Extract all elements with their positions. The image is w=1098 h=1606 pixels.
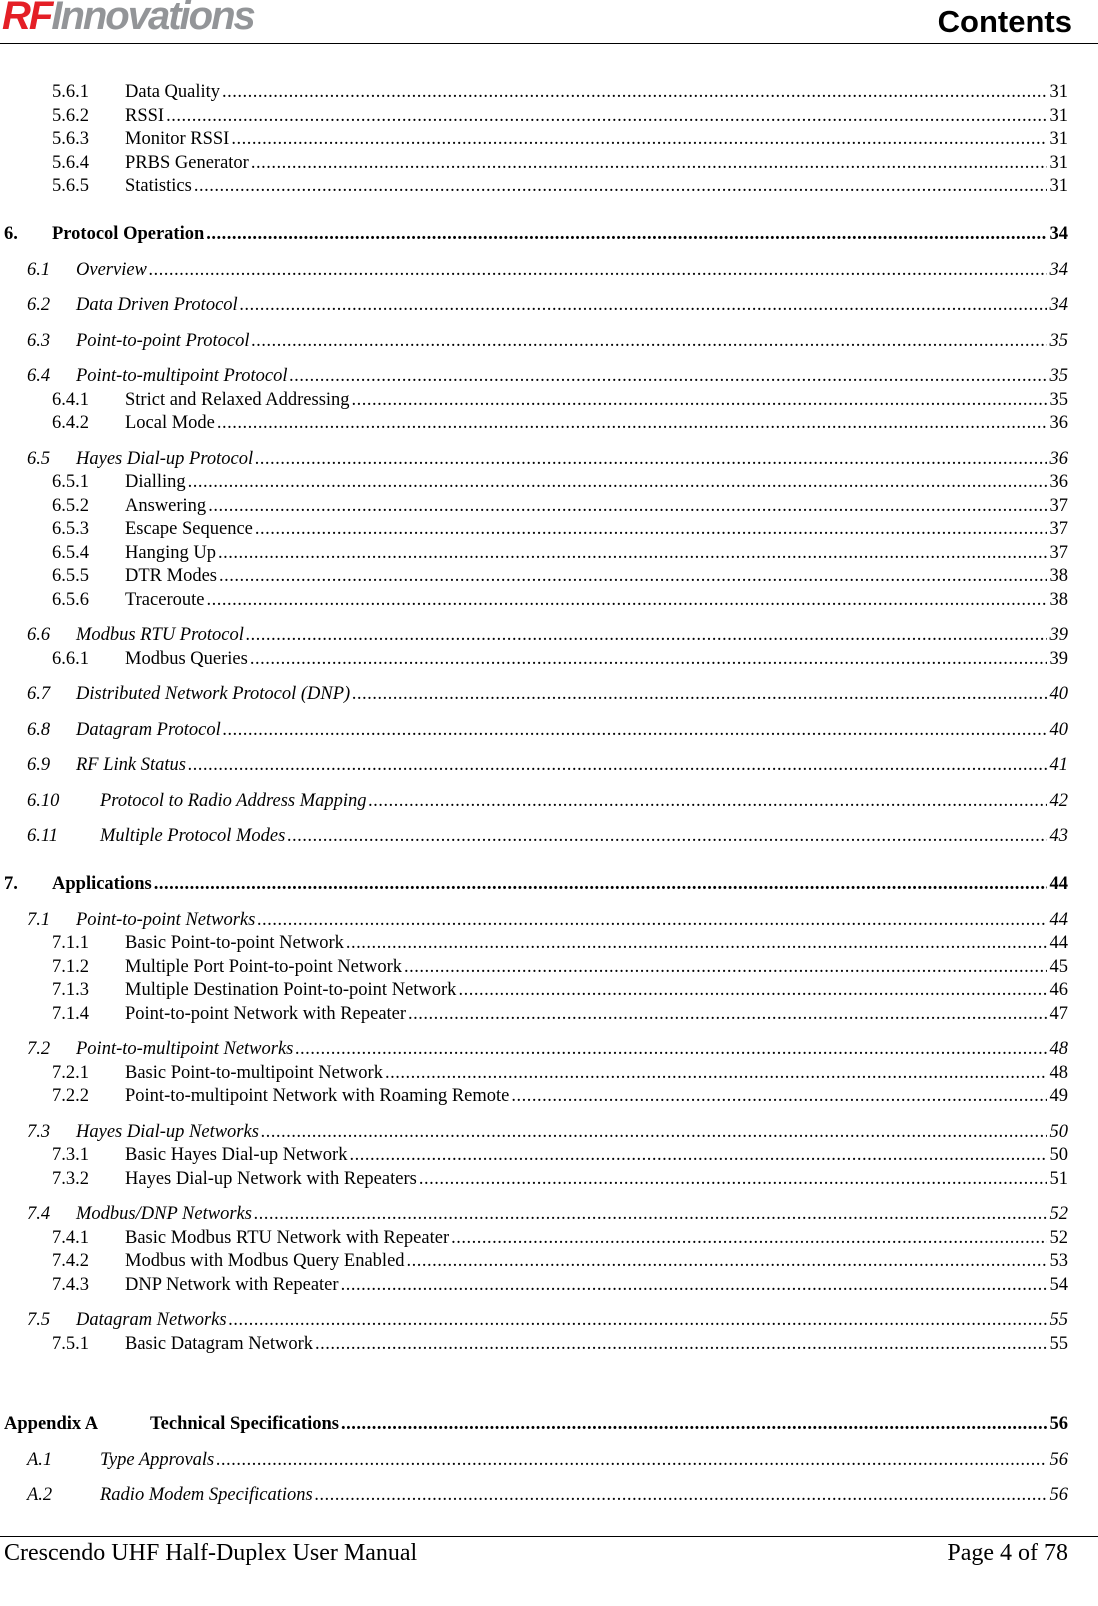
toc-entry-page: 54 xyxy=(1049,1274,1068,1295)
toc-entry-number: 7.4.3 xyxy=(52,1274,89,1295)
toc-entry-title: Hayes Dial-up Network with Repeaters xyxy=(125,1168,417,1189)
toc-dot-leader xyxy=(223,719,1047,743)
toc-entry[interactable] xyxy=(0,1449,1068,1473)
toc-entry-page: 55 xyxy=(1049,1310,1068,1330)
page-header-title: Contents xyxy=(937,4,1072,39)
toc-entry-number: 7.1.1 xyxy=(52,933,89,953)
toc-entry-title: Hanging Up xyxy=(125,542,216,563)
toc-entry[interactable] xyxy=(0,1085,1068,1109)
logo-red-text: RF xyxy=(2,0,52,38)
toc-entry-page: 50 xyxy=(1049,1121,1068,1142)
toc-entry-number: 6.5.1 xyxy=(52,472,89,492)
toc-entry-page: 35 xyxy=(1049,366,1068,386)
toc-dot-leader xyxy=(255,518,1047,542)
toc-dot-leader xyxy=(257,909,1046,933)
toc-dot-leader xyxy=(404,956,1047,980)
toc-dot-leader xyxy=(451,1227,1046,1251)
toc-entry-title: Basic Datagram Network xyxy=(125,1333,314,1354)
toc-entry-title: Distributed Network Protocol (DNP) xyxy=(76,684,351,704)
toc-entry[interactable] xyxy=(0,589,1068,613)
toc-entry-page: 31 xyxy=(1049,152,1068,173)
toc-entry-number: 6.1 xyxy=(27,259,51,280)
toc-entry-title: Point-to-point Protocol xyxy=(76,330,250,351)
toc-dot-leader xyxy=(166,105,1046,129)
toc-dot-leader xyxy=(408,1003,1046,1027)
toc-entry-number: 5.6.3 xyxy=(52,129,89,149)
toc-entry-page: 34 xyxy=(1049,259,1068,280)
toc-entry-page: 49 xyxy=(1049,1086,1068,1106)
toc-entry-title: Dialling xyxy=(125,472,186,492)
toc-entry[interactable] xyxy=(0,1038,1068,1062)
toc-entry-title: Point-to-multipoint Network with Roaming Remote xyxy=(125,1086,510,1106)
toc-entry-page: 39 xyxy=(1049,648,1068,669)
toc-dot-leader xyxy=(352,683,1046,707)
toc-entry[interactable] xyxy=(0,330,1068,354)
toc-entry-number: 5.6.5 xyxy=(52,176,89,196)
toc-entry[interactable] xyxy=(0,294,1068,318)
toc-entry-number: 6.10 xyxy=(27,790,60,811)
toc-entry[interactable] xyxy=(0,175,1068,199)
toc-dot-leader xyxy=(250,648,1047,672)
toc-entry-number: 6.5.3 xyxy=(52,519,89,539)
toc-entry-number: 7.5 xyxy=(27,1310,51,1330)
footer-page-number: Page 4 of 78 xyxy=(947,1540,1068,1566)
toc-entry-page: 31 xyxy=(1049,105,1068,126)
toc-entry-page: 37 xyxy=(1049,542,1068,563)
toc-entry-number: 7.4.1 xyxy=(52,1227,89,1248)
toc-entry[interactable] xyxy=(0,1333,1068,1357)
toc-entry-page: 31 xyxy=(1049,82,1068,102)
toc-entry-number: 7.1 xyxy=(27,909,51,930)
toc-entry-title: Hayes Dial-up Networks xyxy=(76,1121,259,1142)
toc-entry-title: Basic Hayes Dial-up Network xyxy=(125,1145,348,1165)
toc-entry-title: Modbus with Modbus Query Enabled xyxy=(125,1251,405,1271)
toc-dot-leader xyxy=(216,1449,1046,1473)
header-divider xyxy=(0,43,1098,44)
toc-entry[interactable] xyxy=(0,1413,1068,1437)
toc-entry-page: 36 xyxy=(1049,413,1068,433)
toc-entry-title: Applications xyxy=(52,874,152,894)
toc-dot-leader xyxy=(385,1062,1047,1086)
toc-entry-title: DTR Modes xyxy=(125,566,217,586)
toc-entry-title: Multiple Port Point-to-point Network xyxy=(125,956,402,977)
toc-entry-number: 7.3 xyxy=(27,1121,51,1142)
toc-entry-title: Escape Sequence xyxy=(125,519,253,539)
toc-dot-leader xyxy=(251,152,1047,176)
toc-entry[interactable] xyxy=(0,873,1068,897)
toc-entry-title: Point-to-multipoint Networks xyxy=(76,1039,294,1059)
toc-dot-leader xyxy=(218,542,1047,566)
toc-entry[interactable] xyxy=(0,932,1068,956)
toc-entry-title: Datagram Protocol xyxy=(76,719,221,740)
toc-entry-page: 40 xyxy=(1049,684,1068,704)
rf-innovations-logo xyxy=(2,0,254,39)
toc-entry-title: Answering xyxy=(125,495,207,516)
toc-entry-title: Radio Modem Specifications xyxy=(100,1485,313,1505)
toc-dot-leader xyxy=(419,1168,1047,1192)
toc-entry[interactable] xyxy=(0,754,1068,778)
toc-entry[interactable] xyxy=(0,1309,1068,1333)
toc-entry-title: Point-to-point Network with Repeater xyxy=(125,1003,407,1024)
toc-entry-number: 6.8 xyxy=(27,719,51,740)
toc-entry-page: 46 xyxy=(1049,980,1068,1000)
toc-entry-title: Modbus Queries xyxy=(125,648,248,669)
toc-entry-title: Datagram Networks xyxy=(76,1310,227,1330)
toc-entry-number: 6.4.2 xyxy=(52,413,89,433)
toc-entry-number: 7.5.1 xyxy=(52,1333,89,1354)
toc-entry-number: 6.5.5 xyxy=(52,566,89,586)
toc-entry-page: 56 xyxy=(1049,1485,1068,1505)
logo-gray-text: Innovations xyxy=(51,0,254,38)
toc-entry[interactable] xyxy=(0,412,1068,436)
toc-dot-leader xyxy=(407,1250,1047,1274)
toc-entry-number: 6.5.4 xyxy=(52,542,89,563)
toc-dot-leader xyxy=(188,754,1047,778)
toc-entry-number: 6.6.1 xyxy=(52,648,89,669)
toc-entry[interactable] xyxy=(0,825,1068,849)
table-of-contents xyxy=(0,81,1068,1508)
toc-dot-leader xyxy=(315,1484,1047,1508)
toc-entry-page: 34 xyxy=(1049,295,1068,315)
toc-entry-number: 7.4 xyxy=(27,1204,51,1224)
toc-entry[interactable] xyxy=(0,471,1068,495)
toc-entry[interactable] xyxy=(0,1062,1068,1086)
toc-entry-number: 6.4 xyxy=(27,366,51,386)
toc-entry[interactable] xyxy=(0,979,1068,1003)
toc-entry-title: Protocol to Radio Address Mapping xyxy=(100,790,367,811)
toc-entry-number: 7.4.2 xyxy=(52,1251,89,1271)
toc-dot-leader xyxy=(341,1274,1047,1298)
toc-entry-page: 31 xyxy=(1049,176,1068,196)
toc-entry-page: 48 xyxy=(1049,1062,1068,1083)
toc-entry-page: 44 xyxy=(1049,874,1068,894)
toc-entry[interactable] xyxy=(0,1144,1068,1168)
toc-entry[interactable] xyxy=(0,1203,1068,1227)
toc-dot-leader xyxy=(511,1085,1046,1109)
toc-entry-page: 34 xyxy=(1049,224,1068,244)
toc-dot-leader xyxy=(369,790,1047,814)
toc-dot-leader xyxy=(255,448,1046,472)
toc-dot-leader xyxy=(458,979,1046,1003)
toc-dot-leader xyxy=(287,825,1046,849)
toc-entry-number: 6.6 xyxy=(27,625,51,645)
toc-entry-number: 6.4.1 xyxy=(52,389,89,410)
toc-dot-leader xyxy=(188,471,1047,495)
toc-entry-number: A.2 xyxy=(27,1485,53,1505)
toc-entry-title: Traceroute xyxy=(125,589,205,610)
toc-entry[interactable] xyxy=(0,259,1068,283)
toc-entry-number: 7.1.2 xyxy=(52,956,89,977)
toc-entry-page: 37 xyxy=(1049,519,1068,539)
toc-dot-leader xyxy=(295,1038,1046,1062)
toc-entry[interactable] xyxy=(0,624,1068,648)
toc-entry-page: 52 xyxy=(1049,1227,1068,1248)
toc-entry-page: 56 xyxy=(1049,1414,1068,1434)
toc-entry-page: 40 xyxy=(1049,719,1068,740)
toc-entry[interactable] xyxy=(0,1003,1068,1027)
toc-dot-leader xyxy=(194,175,1047,199)
toc-entry-number: 6.7 xyxy=(27,684,51,704)
toc-dot-leader xyxy=(246,624,1047,648)
toc-entry-page: 44 xyxy=(1049,909,1068,930)
toc-dot-leader xyxy=(290,365,1047,389)
toc-entry[interactable] xyxy=(0,909,1068,933)
toc-entry-title: Basic Modbus RTU Network with Repeater xyxy=(125,1227,450,1248)
toc-dot-leader xyxy=(229,1309,1047,1333)
toc-entry[interactable] xyxy=(0,128,1068,152)
toc-entry[interactable] xyxy=(0,81,1068,105)
toc-entry-number: 6.11 xyxy=(27,826,59,846)
toc-entry-title: Modbus/DNP Networks xyxy=(76,1204,252,1224)
toc-entry-page: 36 xyxy=(1049,448,1068,469)
toc-entry-title: Modbus RTU Protocol xyxy=(76,625,244,645)
toc-entry-title: Overview xyxy=(76,259,147,280)
toc-dot-leader xyxy=(254,1203,1047,1227)
toc-entry[interactable] xyxy=(0,448,1068,472)
toc-entry[interactable] xyxy=(0,223,1068,247)
footer-manual-title: Crescendo UHF Half-Duplex User Manual xyxy=(4,1540,418,1566)
toc-entry-page: 38 xyxy=(1049,589,1068,610)
toc-entry-page: 35 xyxy=(1049,389,1068,410)
toc-entry-title: Hayes Dial-up Protocol xyxy=(76,448,254,469)
toc-entry-page: 35 xyxy=(1049,330,1068,351)
toc-entry[interactable] xyxy=(0,542,1068,566)
toc-entry[interactable] xyxy=(0,152,1068,176)
toc-entry-title: RSSI xyxy=(125,105,165,126)
toc-dot-leader xyxy=(349,1144,1046,1168)
toc-entry-number: 6.5.6 xyxy=(52,589,89,610)
toc-entry[interactable] xyxy=(0,1274,1068,1298)
toc-entry-number: A.1 xyxy=(27,1449,53,1470)
toc-entry[interactable] xyxy=(0,1227,1068,1251)
toc-entry-title: Strict and Relaxed Addressing xyxy=(125,389,350,410)
toc-entry-number: 5.6.2 xyxy=(52,105,89,126)
toc-entry-page: 43 xyxy=(1049,826,1068,846)
toc-entry-title: DNP Network with Repeater xyxy=(125,1274,339,1295)
toc-entry[interactable] xyxy=(0,1168,1068,1192)
toc-entry-number: 6.5 xyxy=(27,448,51,469)
toc-entry-page: 52 xyxy=(1049,1204,1068,1224)
toc-entry-page: 48 xyxy=(1049,1039,1068,1059)
toc-entry-number: 5.6.4 xyxy=(52,152,89,173)
toc-entry-page: 51 xyxy=(1049,1168,1068,1189)
toc-entry[interactable] xyxy=(0,389,1068,413)
toc-entry-page: 56 xyxy=(1049,1449,1068,1470)
toc-entry-number: 7. xyxy=(4,874,18,894)
toc-dot-leader xyxy=(219,565,1047,589)
toc-dot-leader xyxy=(222,81,1046,105)
toc-entry-page: 53 xyxy=(1049,1251,1068,1271)
toc-entry-title: Technical Specifications xyxy=(150,1414,339,1434)
toc-entry-page: 41 xyxy=(1049,755,1068,775)
toc-entry-page: 45 xyxy=(1049,956,1068,977)
footer-divider xyxy=(0,1536,1098,1537)
toc-entry-number: 7.2.2 xyxy=(52,1086,89,1106)
toc-entry[interactable] xyxy=(0,1121,1068,1145)
toc-entry-title: Monitor RSSI xyxy=(125,129,230,149)
toc-dot-leader xyxy=(315,1333,1046,1357)
toc-dot-leader xyxy=(217,412,1047,436)
toc-entry[interactable] xyxy=(0,1484,1068,1508)
toc-entry-title: Statistics xyxy=(125,176,192,196)
toc-entry-number: 7.1.3 xyxy=(52,980,89,1000)
toc-dot-leader xyxy=(231,128,1046,152)
toc-entry-title: Data Driven Protocol xyxy=(76,295,238,315)
toc-entry-page: 42 xyxy=(1049,790,1068,811)
toc-entry-number: 7.2 xyxy=(27,1039,51,1059)
toc-entry[interactable] xyxy=(0,790,1068,814)
toc-entry[interactable] xyxy=(0,1250,1068,1274)
toc-dot-leader xyxy=(208,495,1046,519)
toc-entry[interactable] xyxy=(0,956,1068,980)
toc-entry-number: 7.1.4 xyxy=(52,1003,89,1024)
toc-dot-leader xyxy=(346,932,1047,956)
toc-entry-title: Point-to-multipoint Protocol xyxy=(76,366,288,386)
toc-entry-page: 55 xyxy=(1049,1333,1068,1354)
toc-entry-page: 50 xyxy=(1049,1145,1068,1165)
toc-entry-number: 6. xyxy=(4,224,18,244)
toc-entry-page: 44 xyxy=(1049,933,1068,953)
toc-entry-title: Type Approvals xyxy=(100,1449,215,1470)
toc-entry-title: RF Link Status xyxy=(76,755,186,775)
toc-entry-page: 37 xyxy=(1049,495,1068,516)
toc-entry[interactable] xyxy=(0,565,1068,589)
toc-entry[interactable] xyxy=(0,518,1068,542)
toc-entry-page: 36 xyxy=(1049,472,1068,492)
toc-entry-title: Data Quality xyxy=(125,82,221,102)
toc-entry[interactable] xyxy=(0,495,1068,519)
toc-dot-leader xyxy=(352,389,1047,413)
toc-entry-number: Appendix A xyxy=(4,1414,99,1434)
toc-dot-leader xyxy=(261,1121,1047,1145)
toc-entry-title: Multiple Protocol Modes xyxy=(100,826,286,846)
toc-dot-leader xyxy=(252,330,1047,354)
toc-entry-title: Protocol Operation xyxy=(52,224,205,244)
toc-entry[interactable] xyxy=(0,719,1068,743)
toc-entry-page: 38 xyxy=(1049,566,1068,586)
toc-entry-number: 5.6.1 xyxy=(52,82,89,102)
toc-entry-title: PRBS Generator xyxy=(125,152,249,173)
toc-entry[interactable] xyxy=(0,648,1068,672)
toc-entry-number: 6.3 xyxy=(27,330,51,351)
toc-entry[interactable] xyxy=(0,683,1068,707)
toc-entry-title: Basic Point-to-multipoint Network xyxy=(125,1062,383,1083)
toc-entry[interactable] xyxy=(0,365,1068,389)
toc-dot-leader xyxy=(149,259,1047,283)
toc-entry-number: 6.2 xyxy=(27,295,51,315)
toc-dot-leader xyxy=(154,873,1047,897)
toc-entry-title: Multiple Destination Point-to-point Network xyxy=(125,980,457,1000)
toc-entry-title: Local Mode xyxy=(125,413,215,433)
toc-entry[interactable] xyxy=(0,105,1068,129)
toc-entry-page: 39 xyxy=(1049,625,1068,645)
toc-dot-leader xyxy=(206,223,1046,247)
toc-dot-leader xyxy=(240,294,1047,318)
toc-entry-page: 31 xyxy=(1049,129,1068,149)
toc-dot-leader xyxy=(206,589,1046,613)
toc-entry-number: 7.3.2 xyxy=(52,1168,89,1189)
toc-entry-title: Basic Point-to-point Network xyxy=(125,933,344,953)
toc-entry-number: 6.9 xyxy=(27,755,51,775)
toc-entry-title: Point-to-point Networks xyxy=(76,909,256,930)
toc-entry-number: 6.5.2 xyxy=(52,495,89,516)
toc-entry-page: 47 xyxy=(1049,1003,1068,1024)
toc-dot-leader xyxy=(341,1413,1047,1437)
toc-entry-number: 7.2.1 xyxy=(52,1062,89,1083)
toc-entry-number: 7.3.1 xyxy=(52,1145,89,1165)
